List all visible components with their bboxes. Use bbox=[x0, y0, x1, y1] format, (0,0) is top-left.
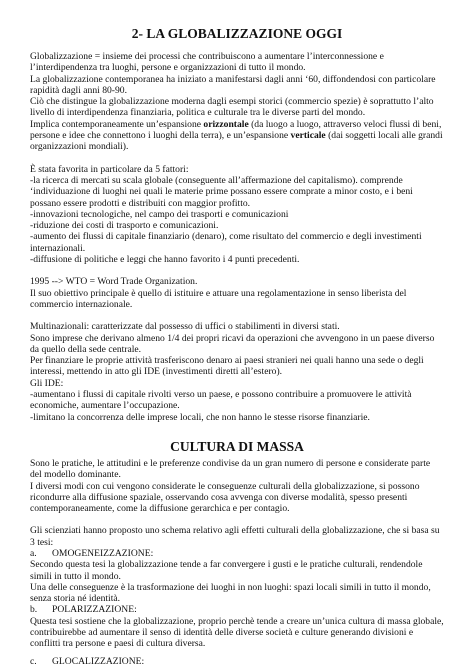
mass-culture-ways: I diversi modi con cui vengono considerate le conseguenze culturali della globalizzazione, si possono ricondurre alla diffusione spaziale, osservando cosa avvenga con diverse modalità, spesso presenti contemporaneamente, come la diffusione gerarchica e per contagio. bbox=[30, 480, 420, 515]
factor-item: -innovazioni tecnologiche, nel campo dei trasporti e comunicazioni bbox=[30, 208, 289, 220]
factor-item: -riduzione dei costi di trasporto e comunicazioni. bbox=[30, 220, 219, 232]
expansion-text-1: Implica contemporaneamente un’espansione bbox=[30, 118, 204, 130]
wto-purpose: Il suo obiettivo principale è quello di istituire e attuare una regolamentazione in senso liberista del commercio internazionale. bbox=[30, 287, 407, 310]
factors-intro: È stata favorita in particolare da 5 fattori: bbox=[30, 163, 189, 175]
thesis-heading bbox=[30, 604, 444, 615]
factor-item: -diffusione di politiche e leggi che hanno favorito i 4 punti precedenti. bbox=[30, 254, 300, 266]
thesis-text: Secondo questa tesi la globalizzazione tende a far convergere i gusti e le pratiche culturali, rendendole simili in tutto il mondo. bbox=[30, 559, 423, 582]
factor-item: -la ricerca di mercati su scala globale (conseguente all’affermazione del capitalismo). comprende ‘individuazione di luoghi nei quali le materie prime possano essere comprate a minor costo, e i beni possano essere prodotti e distribuiti con maggior profitto. bbox=[30, 174, 413, 209]
ide-intro: Per finanziare le proprie attività trasferiscono denaro ai paesi stranieri nei quali hanno una sede o degli interessi, mettendo in atto gli IDE (investimenti diretti all’estero). bbox=[30, 355, 424, 378]
section-title: CULTURA DI MASSA bbox=[170, 438, 304, 454]
multinationals-revenue: Sono imprese che derivano almeno 1/4 dei propri ricavi da operazioni che avvengono in un paese diverso da quello della sede centrale. bbox=[30, 332, 435, 355]
thesis-letter: b. bbox=[30, 604, 38, 616]
expansion-horizontal: orizzontale bbox=[203, 118, 249, 130]
scholars-intro: Gli scienziati hanno proposto uno schema relativo agli effetti culturali della globalizzazione, che si basa su 3 tesi: bbox=[30, 525, 440, 548]
globalization-definition: Globalizzazione = insieme dei processi che contribuiscono a aumentare l’interconnessione e l’interdipendenza tra luoghi, persone e organizzazioni di tutto il mondo. bbox=[30, 51, 384, 74]
factor-item: -aumento dei flussi di capitale finanziario (denaro), come risultato del commercio e degli investimenti internazionali. bbox=[30, 231, 422, 254]
expansion-vertical: verticale bbox=[290, 130, 326, 142]
expansion-text-2: (da luogo a luogo, attraverso veloci flussi di beni, persone e idee che connettono i luoghi della terra), e un’espansione bbox=[30, 118, 442, 142]
ide-label: Gli IDE: bbox=[30, 377, 64, 389]
multinationals-definition: Multinazionali: caratterizzate dal possesso di uffici o stabilimenti in diversi stati. bbox=[30, 321, 340, 333]
expansion-text-3: (dai soggetti locali alle grandi organizzazioni mondiali). bbox=[30, 130, 443, 153]
thesis-text: Una delle conseguenze è la trasformazione dei luoghi in non luoghi: spazi locali simili in tutto il mondo, senza storia né identità. bbox=[30, 581, 431, 605]
thesis-letter: a. bbox=[30, 547, 37, 559]
wto-line: 1995 --> WTO = Word Trade Organization. bbox=[30, 276, 198, 288]
page-title: 2- LA GLOBALIZZAZIONE OGGI bbox=[131, 26, 343, 41]
thesis-heading bbox=[30, 548, 444, 559]
globalization-distinction: Ciò che distingue la globalizzazione moderna dagli esempi storici (commercio spezie) è soprattutto l’alto livello di interdipendenza finanziaria, politica e culturale tra le diverse parti del mondo. bbox=[30, 96, 434, 119]
mass-culture-definition: Sono le pratiche, le attitudini e le preferenze condivise da un gran numero di persone e considerate parte del modello dominante. bbox=[30, 457, 431, 481]
thesis-letter: c. bbox=[30, 655, 37, 667]
globalization-expansion bbox=[30, 119, 444, 153]
thesis-name: GLOCALIZZAZIONE: bbox=[52, 655, 145, 667]
thesis-name: POLARIZZAZIONE: bbox=[52, 604, 137, 616]
ide-item: -limitano la concorrenza delle imprese locali, che non hanno le stesse risorse finanziarie. bbox=[30, 411, 370, 423]
thesis-heading bbox=[30, 656, 444, 667]
globalization-history: La globalizzazione contemporanea ha iniziato a manifestarsi dagli anni ‘60, diffondendosi con particolare rapidità dagli anni 80-90. bbox=[30, 73, 436, 96]
thesis-name: OMOGENEIZZAZIONE: bbox=[52, 547, 154, 559]
ide-item: -aumentano i flussi di capitale rivolti verso un paese, e possono contribuire a promuovere le attività economiche, aumentare l’occupazione. bbox=[30, 389, 412, 412]
thesis-text: Questa tesi sostiene che la globalizzazione, proprio perchè tende a creare un’unica cultura di massa globale, contribuirebbe ad aumentare il senso di identità delle diverse società e culture generando divisioni e conflitti tra persone e paesi di cultura diversa. bbox=[30, 615, 444, 650]
